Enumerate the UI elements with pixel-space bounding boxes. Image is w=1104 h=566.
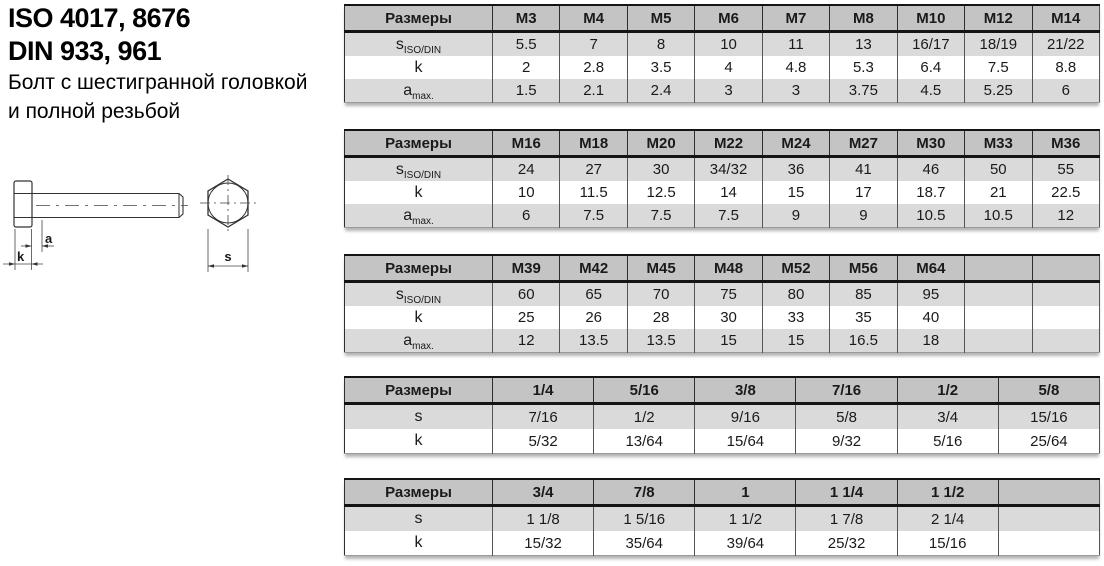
dimension-value-cell: 30: [627, 157, 694, 182]
dimension-value-cell: 55: [1032, 157, 1100, 182]
row-label-symbol: k: [414, 432, 423, 449]
dimension-value-cell: 3: [695, 79, 762, 103]
dimension-value-cell: 9: [762, 204, 829, 228]
col-header-size: [1032, 255, 1100, 282]
dimension-value-cell: 18: [897, 329, 964, 353]
col-header-size: M5: [627, 5, 694, 32]
dimension-value-cell: 25: [493, 306, 560, 329]
dimension-value-cell: 14: [695, 181, 762, 204]
dimension-value-cell: 65: [560, 282, 627, 307]
dimension-value-cell: 36: [762, 157, 829, 182]
row-label-symbol: k: [414, 183, 423, 201]
row-label-subscript: max.: [412, 340, 434, 352]
table-row: [345, 506, 1100, 532]
dimension-value-cell: 1/2: [594, 404, 695, 430]
dimension-table-2: [344, 129, 1100, 228]
dimension-value-cell: 6: [1032, 79, 1100, 103]
col-header-sizes: Размеры: [345, 255, 493, 282]
dimension-value-cell: 2.8: [560, 56, 627, 79]
dimension-value-cell: 10.5: [897, 204, 964, 228]
col-header-size: M7: [762, 5, 829, 32]
product-name-line1: Болт с шестигранной головкой: [8, 71, 308, 94]
dimension-value-cell: 7.5: [627, 204, 694, 228]
row-label-symbol: k: [414, 58, 423, 76]
dimension-value-cell: 15/16: [998, 404, 1099, 430]
dimension-value-cell: 30: [695, 306, 762, 329]
col-header-size: 3/4: [493, 479, 594, 506]
dimension-value-cell: 11.5: [560, 181, 627, 204]
title-block: [8, 2, 307, 126]
dimension-value-cell: 5/16: [897, 429, 998, 454]
dimension-value-cell: 46: [897, 157, 964, 182]
col-header-size: M22: [695, 130, 762, 157]
dimension-value-cell: 25/32: [796, 531, 897, 556]
dimension-value-cell: 13/64: [594, 429, 695, 454]
table-row: [345, 429, 1100, 454]
col-header-size: M36: [1032, 130, 1100, 157]
dimension-value-cell: [965, 329, 1032, 353]
col-header-size: M8: [830, 5, 897, 32]
dimension-value-cell: 35: [830, 306, 897, 329]
row-label-symbol: k: [414, 534, 423, 551]
col-header-size: M20: [627, 130, 694, 157]
col-header-size: 7/8: [594, 479, 695, 506]
col-header-size: [998, 479, 1099, 506]
col-header-sizes: Размеры: [345, 479, 493, 506]
dimension-value-cell: 27: [560, 157, 627, 182]
row-label: [345, 181, 493, 204]
dimension-value-cell: 2 1/4: [897, 506, 998, 532]
col-header-sizes: Размеры: [345, 5, 493, 32]
table-row: [345, 157, 1100, 182]
dimension-value-cell: 3.75: [830, 79, 897, 103]
dimension-value-cell: 21/22: [1032, 32, 1100, 57]
dimension-value-cell: 41: [830, 157, 897, 182]
dimension-value-cell: 15: [762, 329, 829, 353]
dimension-label-s: s: [224, 249, 232, 264]
dimension-value-cell: 7.5: [965, 56, 1032, 79]
dimension-value-cell: 1.5: [493, 79, 560, 103]
col-header-size: M12: [965, 5, 1032, 32]
dimension-value-cell: [965, 306, 1032, 329]
col-header-size: 7/16: [796, 377, 897, 404]
row-label: [345, 429, 493, 454]
dimension-value-cell: 7.5: [560, 204, 627, 228]
col-header-size: M42: [560, 255, 627, 282]
col-header-size: 1: [695, 479, 796, 506]
row-label: [345, 531, 493, 556]
dimension-value-cell: 21: [965, 181, 1032, 204]
dimension-value-cell: 13.5: [627, 329, 694, 353]
col-header-size: M4: [560, 5, 627, 32]
dimension-value-cell: 2: [493, 56, 560, 79]
row-label-symbol: a: [403, 331, 413, 349]
dimension-value-cell: 13.5: [560, 329, 627, 353]
dimension-value-cell: 3/4: [897, 404, 998, 430]
dimension-value-cell: 2.4: [627, 79, 694, 103]
dimension-value-cell: 70: [627, 282, 694, 307]
dimension-value-cell: 10.5: [965, 204, 1032, 228]
col-header-size: 1 1/4: [796, 479, 897, 506]
table-header-row: [345, 130, 1100, 157]
dimension-value-cell: 4.8: [762, 56, 829, 79]
table-header-row: [345, 5, 1100, 32]
row-label: [345, 79, 493, 103]
dimension-value-cell: 5/32: [493, 429, 594, 454]
dimension-value-cell: 12.5: [627, 181, 694, 204]
table-row: [345, 56, 1100, 79]
row-label-symbol: s: [414, 408, 423, 425]
row-label-subscript: ISO/DIN: [403, 294, 442, 306]
dimension-value-cell: 15/64: [695, 429, 796, 454]
dimension-value-cell: [1032, 306, 1100, 329]
dimension-value-cell: 7.5: [695, 204, 762, 228]
table-row: [345, 32, 1100, 57]
dimension-value-cell: 5.25: [965, 79, 1032, 103]
dimension-value-cell: 13: [830, 32, 897, 57]
dimension-value-cell: 33: [762, 306, 829, 329]
row-label: [345, 157, 493, 182]
dimension-value-cell: 9/16: [695, 404, 796, 430]
col-header-sizes: Размеры: [345, 130, 493, 157]
row-label: [345, 404, 493, 430]
col-header-size: 5/16: [594, 377, 695, 404]
dimension-value-cell: [998, 506, 1099, 532]
dimension-value-cell: 1 5/16: [594, 506, 695, 532]
dimension-table-4: [344, 376, 1100, 454]
product-name-line2: и полной резьбой: [8, 100, 181, 123]
dimension-value-cell: 11: [762, 32, 829, 57]
dimension-label-k: k: [17, 249, 25, 264]
dimension-value-cell: 6.4: [897, 56, 964, 79]
col-header-size: 1/4: [493, 377, 594, 404]
dimension-value-cell: 40: [897, 306, 964, 329]
dimension-value-cell: 28: [627, 306, 694, 329]
row-label: [345, 56, 493, 79]
dimension-value-cell: 18/19: [965, 32, 1032, 57]
dimension-value-cell: 1 7/8: [796, 506, 897, 532]
row-label-subscript: ISO/DIN: [403, 44, 442, 56]
dimension-value-cell: 6: [493, 204, 560, 228]
end-view-centerlines: [200, 175, 256, 231]
col-header-size: 1/2: [897, 377, 998, 404]
dimension-value-cell: 15/16: [897, 531, 998, 556]
col-header-size: M3: [493, 5, 560, 32]
dimension-value-cell: [1032, 329, 1100, 353]
dimension-value-cell: 10: [493, 181, 560, 204]
dimension-value-cell: 10: [695, 32, 762, 57]
row-label: [345, 32, 493, 57]
dimension-value-cell: 95: [897, 282, 964, 307]
col-header-size: 3/8: [695, 377, 796, 404]
dimension-label-a: a: [45, 231, 53, 246]
row-label: [345, 329, 493, 353]
table-header-row: [345, 377, 1100, 404]
dimension-value-cell: 16/17: [897, 32, 964, 57]
dimension-value-cell: 18.7: [897, 181, 964, 204]
row-label-symbol: s: [395, 285, 404, 303]
col-header-size: 5/8: [998, 377, 1099, 404]
dimension-value-cell: [965, 282, 1032, 307]
row-label-symbol: s: [414, 510, 423, 527]
dimension-value-cell: 1 1/2: [695, 506, 796, 532]
row-label-symbol: a: [403, 206, 413, 224]
dimension-value-cell: 15: [695, 329, 762, 353]
dimension-value-cell: 25/64: [998, 429, 1099, 454]
dimension-value-cell: [998, 531, 1099, 556]
row-label: [345, 204, 493, 228]
dimension-value-cell: 24: [493, 157, 560, 182]
table-header-row: [345, 255, 1100, 282]
dimension-value-cell: 60: [493, 282, 560, 307]
dimension-value-cell: 8.8: [1032, 56, 1100, 79]
row-label-subscript: ISO/DIN: [403, 169, 442, 181]
table-row: [345, 282, 1100, 307]
bolt-technical-drawing: [0, 160, 290, 335]
dimension-value-cell: [1032, 282, 1100, 307]
bolt-side-view: [14, 181, 183, 227]
table-row: [345, 181, 1100, 204]
table-row: [345, 79, 1100, 103]
col-header-size: M6: [695, 5, 762, 32]
row-label-symbol: s: [395, 35, 404, 53]
dimension-value-cell: 9/32: [796, 429, 897, 454]
dimension-table-3: [344, 254, 1100, 353]
standard-din: DIN 933, 961: [8, 36, 162, 66]
row-label-subscript: max.: [412, 215, 434, 227]
dimension-value-cell: 22.5: [1032, 181, 1100, 204]
dimension-value-cell: 5.3: [830, 56, 897, 79]
col-header-size: M48: [695, 255, 762, 282]
table-row: [345, 329, 1100, 353]
col-header-size: M18: [560, 130, 627, 157]
dimension-value-cell: 1 1/8: [493, 506, 594, 532]
dimension-value-cell: 16.5: [830, 329, 897, 353]
col-header-sizes: Размеры: [345, 377, 493, 404]
dimension-value-cell: 9: [830, 204, 897, 228]
col-header-size: [965, 255, 1032, 282]
dimension-value-cell: 8: [627, 32, 694, 57]
row-label: [345, 306, 493, 329]
col-header-size: M64: [897, 255, 964, 282]
dimension-value-cell: 50: [965, 157, 1032, 182]
dimension-value-cell: 3: [762, 79, 829, 103]
row-label: [345, 506, 493, 532]
dimension-value-cell: 5/8: [796, 404, 897, 430]
col-header-size: M39: [493, 255, 560, 282]
col-header-size: M14: [1032, 5, 1100, 32]
col-header-size: M10: [897, 5, 964, 32]
dimension-table-5: [344, 478, 1100, 556]
dimension-value-cell: 7: [560, 32, 627, 57]
dimension-value-cell: 5.5: [493, 32, 560, 57]
dimension-value-cell: 26: [560, 306, 627, 329]
dimension-value-cell: 2.1: [560, 79, 627, 103]
row-label-symbol: a: [403, 81, 413, 99]
dimension-value-cell: 15/32: [493, 531, 594, 556]
dimension-value-cell: 4: [695, 56, 762, 79]
table-header-row: [345, 479, 1100, 506]
table-row: [345, 531, 1100, 556]
dimension-value-cell: 12: [493, 329, 560, 353]
dimension-value-cell: 12: [1032, 204, 1100, 228]
dimension-value-cell: 35/64: [594, 531, 695, 556]
dimension-value-cell: 34/32: [695, 157, 762, 182]
dimension-value-cell: 75: [695, 282, 762, 307]
standard-iso: ISO 4017, 8676: [8, 3, 191, 33]
col-header-size: M52: [762, 255, 829, 282]
dimension-value-cell: 39/64: [695, 531, 796, 556]
col-header-size: M45: [627, 255, 694, 282]
dimension-value-cell: 7/16: [493, 404, 594, 430]
table-row: [345, 204, 1100, 228]
col-header-size: M27: [830, 130, 897, 157]
col-header-size: M33: [965, 130, 1032, 157]
table-row: [345, 404, 1100, 430]
col-header-size: M56: [830, 255, 897, 282]
dimension-value-cell: 85: [830, 282, 897, 307]
col-header-size: M30: [897, 130, 964, 157]
row-label-symbol: k: [414, 308, 423, 326]
dimension-value-cell: 15: [762, 181, 829, 204]
dimension-value-cell: 17: [830, 181, 897, 204]
table-row: [345, 306, 1100, 329]
col-header-size: M16: [493, 130, 560, 157]
dimension-value-cell: 80: [762, 282, 829, 307]
dimension-table-1: [344, 4, 1100, 103]
dimension-value-cell: 4.5: [897, 79, 964, 103]
col-header-size: M24: [762, 130, 829, 157]
dimension-value-cell: 3.5: [627, 56, 694, 79]
row-label-subscript: max.: [412, 90, 434, 102]
row-label-symbol: s: [395, 160, 404, 178]
col-header-size: 1 1/2: [897, 479, 998, 506]
row-label: [345, 282, 493, 307]
